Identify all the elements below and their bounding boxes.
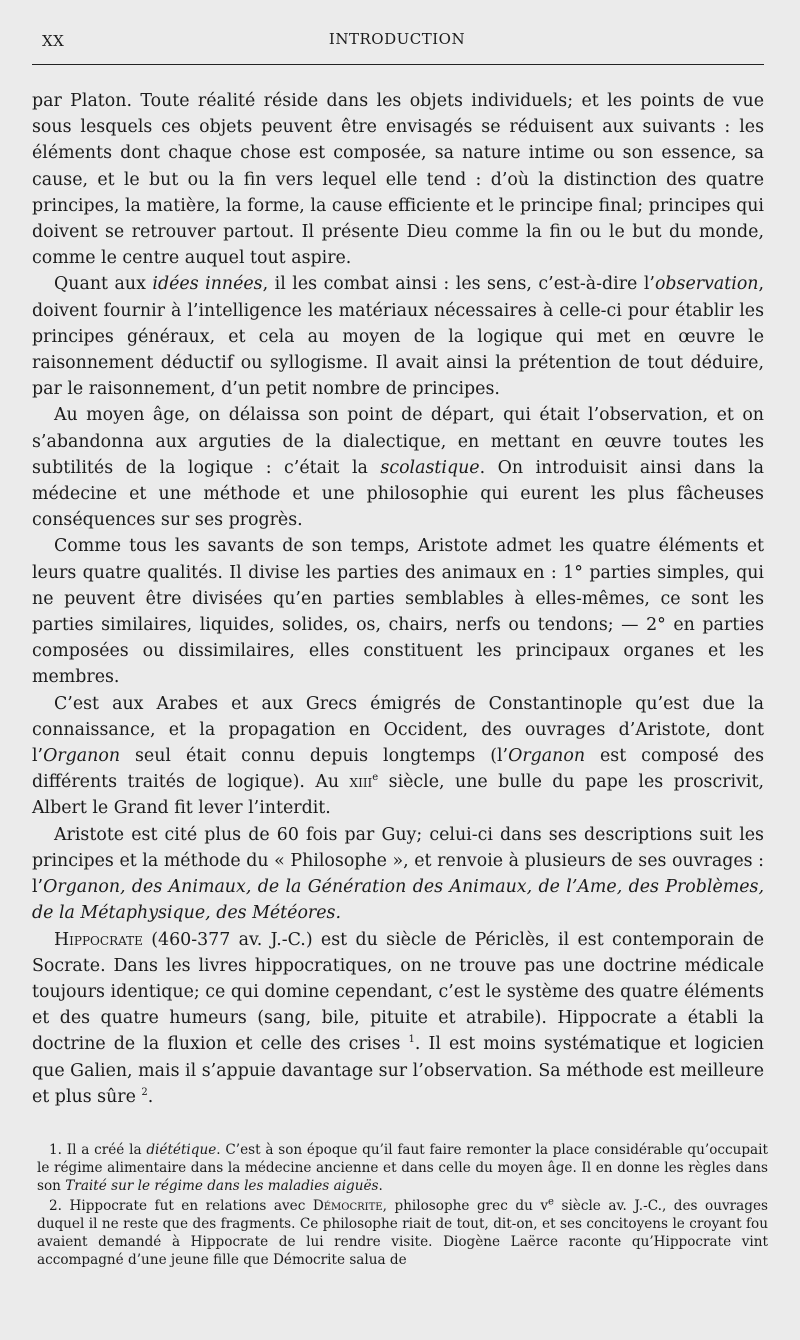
text-run: . C’est à son époque qu’il faut faire remonter la place considérable qu’occupait le régime alimentaire dans la médecine ancienne et dans celle du moyen âge. Il en donne les règles dans son <box>37 1142 768 1195</box>
text-run: Au moyen âge, on délaissa son point de départ, qui était l’observation, et on s’abandonna aux arguties de la dialectique, en mettant en œuvre toutes les subtilités de la logique : c’était la <box>32 405 764 478</box>
footnote <box>37 1141 768 1196</box>
paragraph <box>32 88 764 271</box>
text-run: observation <box>654 274 759 295</box>
text-run: Organon <box>508 746 586 767</box>
text-run: , il les combat ainsi : les sens, c’est-à-dire l’ <box>262 274 655 295</box>
text-run: 1. Il a créé la <box>49 1142 147 1158</box>
header-rule <box>32 64 764 65</box>
text-run: Comme tous les savants de son temps, Aristote admet les quatre éléments et leurs quatre qualités. Il divise les parties des animaux en : 1° parties simples, qui ne peuvent être divisées qu’en parties semblables à elles-mêmes, ce sont les parties similaires, liquides, solides, os, chairs, nerfs ou tendons; — 2° en parties composées ou dissimilaires, elles constituent les principaux organes et les membres. <box>32 536 764 688</box>
text-run: idées innées <box>152 274 263 295</box>
text-run: . <box>147 1086 154 1107</box>
text-run: , philosophe grec du v <box>382 1197 549 1214</box>
text-run: , doivent fournir à l’intelligence les matériaux nécessaires à celle-ci pour établir les principes généraux, et cela au moyen de la logique qui met en œuvre le raisonnement déductif ou syllogisme. Il avait ainsi la prétention de tout déduire, par le raisonnement, d’un petit nombre de principes. <box>32 274 765 400</box>
text-run: . <box>378 1178 383 1195</box>
main-text <box>32 88 764 1110</box>
text-run: 2 <box>141 1086 148 1098</box>
paragraph <box>32 533 764 690</box>
text-run: scolastique <box>380 457 480 478</box>
paragraph <box>32 822 764 927</box>
text-run: Quant aux <box>54 274 153 295</box>
text-run: siècle av. J.-C., des ouvrages duquel il ne reste que des fragments. Ce philosophe riait de tout, dit-on, et ses concitoyens le croyant fou avaient demandé à Hippocrate de lui rendre visite. Diogène Laërce raconte qu’Hippocrate vint accompagné d’une jeune fille que Démocrite salua de <box>37 1197 768 1269</box>
text-run: Traité sur le régime dans les maladies aiguës <box>65 1178 379 1195</box>
text-run: est composé des différents traités de logique). Au <box>32 746 764 793</box>
paragraph <box>32 271 764 402</box>
text-run: Démocrite <box>312 1197 383 1214</box>
text-run: C’est aux Arabes et aux Grecs émigrés de Constantinople qu’est due la connaissance, et la propagation en Occident, des ouvrages d’Aristote, dont l’ <box>32 693 764 767</box>
text-run: seul était connu depuis longtemps (l’ <box>120 746 509 767</box>
paragraph <box>32 691 764 822</box>
text-run: e <box>372 772 379 784</box>
text-run: siècle, une bulle du pape les proscrivit, Albert le Grand fit lever l’interdit. <box>32 772 765 819</box>
running-title: INTRODUCTION <box>328 30 466 48</box>
footnotes <box>37 1141 768 1270</box>
text-run: 1 <box>408 1034 415 1046</box>
text-run: . Il est moins systématique et logicien que Galien, mais il s’appuie davantage sur l’observation. Sa méthode est meilleure et plus sûre <box>32 1034 764 1107</box>
page-number: XX <box>42 32 65 50</box>
text-run: diététique <box>146 1142 217 1158</box>
text-run: . On introduisit ainsi dans la médecine et une méthode et une philosophie qui eurent les plus fâcheuses conséquences sur ses progrès. <box>32 457 764 531</box>
text-run: 2. Hippocrate fut en relations avec <box>49 1197 313 1214</box>
text-run: (460-377 av. J.-C.) est du siècle de Périclès, il est contemporain de Socrate. Dans les livres hippocratiques, on ne trouve pas une doctrine médicale toujours identique; ce qui domine cependant, c’est le système des quatre éléments et des quatre humeurs (sang, bile, pituite et atrabile). Hippocrate a établi la doctrine de la fluxion et celle des crises <box>32 929 764 1055</box>
text-run: Aristote est cité plus de 60 fois par Guy; celui-ci dans ses descriptions suit les principes et la méthode du « Philosophe », et renvoie à plusieurs de ses ouvrages : l’ <box>32 824 764 898</box>
text-run: xiii <box>349 772 373 793</box>
page-header <box>32 30 762 54</box>
footnote <box>37 1197 768 1270</box>
paragraph <box>32 402 764 533</box>
text-run: e <box>548 1196 554 1208</box>
text-run: par Platon. Toute réalité réside dans les objets individuels; et les points de vue sous lesquels ces objets peuvent être envisagés se réduisent aux suivants : les éléments dont chaque chose est composée, sa nature intime ou son essence, sa cause, et le but ou la fin vers lequel elle tend : d’où la distinction des quatre principes, la matière, la forme, la cause efficiente et le principe final; principes qui doivent se retrouver partout. Il présente Dieu comme la fin ou le but du monde, comme le centre auquel tout aspire. <box>32 91 764 269</box>
paragraph <box>32 927 764 1110</box>
text-run: Organon <box>43 746 121 767</box>
text-run: Organon, des Animaux, de la Génération des Animaux, de l’Ame, des Problèmes, de la Métaphysique, des Météores. <box>32 877 764 924</box>
text-run: Hippocrate <box>54 929 143 950</box>
